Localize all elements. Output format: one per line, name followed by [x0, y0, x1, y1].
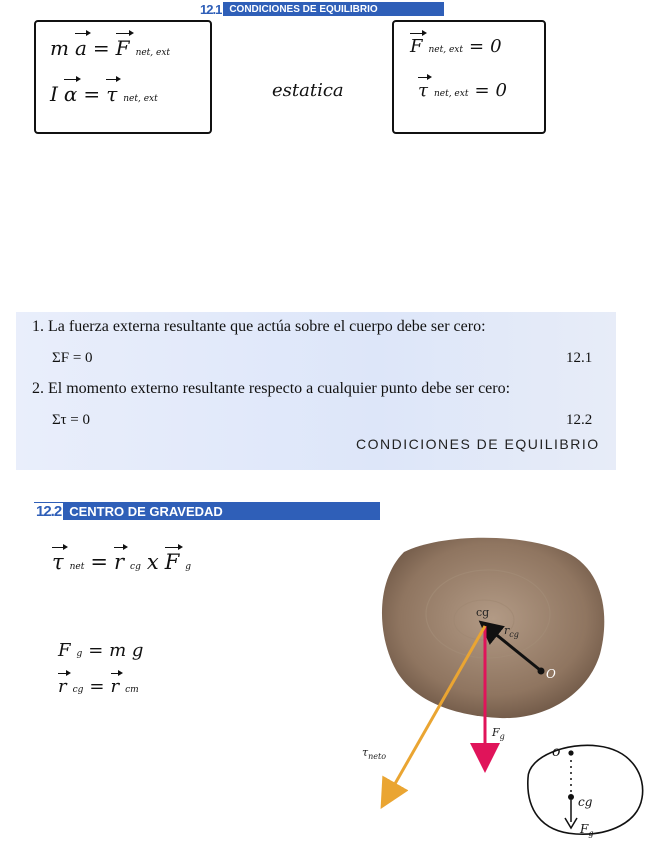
net-force-zero: F net, ext = 0 [410, 36, 502, 57]
conditions-title: CONDICIONES DE EQUILIBRIO [356, 436, 600, 452]
sketch-o: o [552, 744, 561, 760]
section-number: 12.2 [36, 502, 62, 520]
rock-shape [382, 538, 604, 718]
section-number: 12.1 [200, 1, 222, 17]
sketch-circle [528, 745, 643, 834]
equation-number-12-1: 12.1 [566, 350, 593, 366]
torque-equation: τ net = r cg x F g [52, 550, 192, 574]
newton-second-law: m a = F net, ext [50, 36, 171, 60]
equation-number-12-2: 12.2 [566, 412, 593, 428]
sketch-fg: $F_g$ [580, 822, 594, 838]
sketch-cg: cg [578, 795, 593, 809]
condition-2-text: 2. El momento externo resultante respecto a cualquier punto debe ser cero: [32, 380, 511, 397]
condition-2-equation: Στ = 0 [52, 412, 90, 428]
section-banner-12-1 [198, 2, 444, 16]
label-cg: cg [476, 606, 490, 619]
static-word: estatica [272, 80, 344, 101]
weight-equation: F g = m g [58, 640, 144, 661]
point-o [538, 668, 545, 675]
center-of-gravity-figure [360, 530, 646, 848]
position-equation: r cg = r cm [58, 676, 139, 697]
label-fg: $F_g$ [492, 726, 505, 741]
label-rcg: $r_{cg}$ [504, 624, 519, 639]
section-title: CONDICIONES DE EQUILIBRIO [229, 3, 378, 15]
condition-1-equation: ΣF = 0 [52, 350, 93, 366]
section-title: CENTRO DE GRAVEDAD [69, 503, 223, 519]
label-o: O [546, 667, 556, 681]
section-banner-12-2 [34, 502, 380, 520]
label-tau: $\tau_{neto}$ [362, 746, 387, 761]
rotational-second-law: I α = τ net, ext [50, 82, 158, 106]
condition-1-text: 1. La fuerza externa resultante que actúa sobre el cuerpo debe ser cero: [32, 318, 486, 335]
net-torque-zero: τ net, ext = 0 [418, 80, 507, 101]
